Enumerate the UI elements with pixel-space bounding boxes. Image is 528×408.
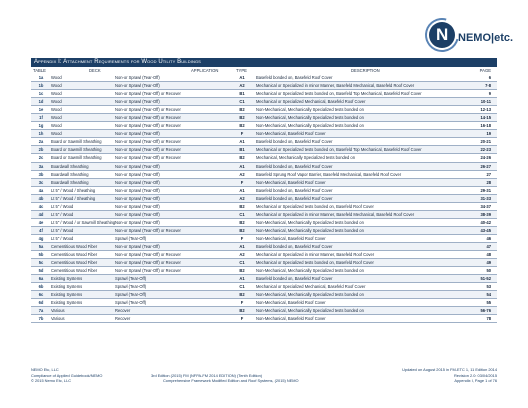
cell-description: Basefeld bonded on, Basefeld Roof Cover: [256, 187, 333, 193]
table-row: [31, 315, 497, 323]
table-row: [31, 291, 497, 299]
cell-page: 50: [486, 268, 491, 274]
cell-description: Non-Mechanical, Basefeld Roof Cover: [256, 179, 326, 185]
cell-table: 4c: [38, 203, 44, 209]
cell-table: 1b: [38, 83, 44, 89]
footer-company: NEMO Etc, LLC: [31, 367, 59, 372]
cell-deck: Cementitious Wood Fiber: [51, 260, 98, 266]
cell-deck: Wood: [51, 115, 62, 121]
table-header: [31, 67, 497, 74]
cell-type: B2: [239, 219, 245, 225]
table-row: [31, 106, 497, 114]
cell-description: Mechanical or Specialized tests bonded on, Basefeld Roof Cover: [256, 203, 374, 209]
cell-deck: Wood: [51, 83, 62, 89]
cell-page: 53: [486, 284, 491, 290]
cell-type: B1: [239, 147, 245, 153]
cell-page: 56-76: [480, 308, 491, 314]
cell-description: Basefeld bonded on, Basefeld Roof Cover: [256, 276, 333, 282]
cell-application: Non-or Sprawl (Tear-Off): [115, 195, 160, 201]
cell-application: Sprawl (Tear-Off): [115, 235, 147, 241]
logo-text: NEMO|etc.: [458, 32, 514, 44]
cell-table: 6d: [38, 300, 44, 306]
header-application: APPLICATION: [191, 68, 219, 73]
cell-description: Basefeld bonded on, Basefeld Roof Cover: [256, 75, 333, 80]
cell-application: Non-or Sprawl (Tear-Off) or Recover: [115, 107, 181, 113]
cell-deck: Lt 5" / Wood: [51, 203, 74, 209]
cell-page: 24-26: [480, 155, 491, 161]
cell-page: 38-39: [480, 211, 491, 217]
footer-framework: Comprehensive Framework Modified Edition and Roof Systems, (2015) NEMO: [163, 378, 299, 383]
cell-deck: Various: [51, 308, 65, 314]
cell-deck: Lt 5" / Wood: [51, 235, 74, 241]
cell-table: 2a: [38, 139, 44, 145]
cell-page: 28: [486, 179, 491, 185]
cell-table: 6a: [38, 276, 44, 282]
cell-page: 20-21: [480, 139, 491, 145]
cell-application: Non-or Sprawl (Tear-Off): [115, 211, 160, 217]
header-description: DESCRIPTION: [351, 68, 380, 73]
cell-page: 26-27: [480, 163, 491, 169]
cell-deck: Wood: [51, 123, 62, 129]
table-row: [31, 259, 497, 267]
footer-revision: Revision 2.0: 03/04/2015: [453, 372, 497, 378]
cell-deck: Existing Systems: [51, 276, 83, 282]
footer-copyright: © 2015 Nemo Etc, LLC: [31, 378, 72, 383]
cell-deck: Board or Sawmill Sheathing: [51, 147, 102, 153]
table-row: [31, 211, 497, 219]
cell-table: 7b: [38, 316, 44, 322]
cell-table: 4g: [38, 235, 44, 241]
table-row: [31, 130, 497, 138]
cell-page: 78: [486, 316, 491, 322]
cell-deck: Board or Sawmill Sheathing: [51, 139, 102, 145]
cell-description: Non-Mechanical, Basefeld Roof Cover: [256, 235, 326, 241]
table-row: [31, 122, 497, 130]
cell-application: Non-or Sprawl (Tear-Off) or Recover: [115, 227, 181, 233]
cell-deck: Existing Systems: [51, 300, 83, 306]
cell-deck: Wood: [51, 131, 62, 137]
table-row: [31, 275, 497, 283]
header-page: PAGE: [479, 68, 491, 73]
cell-type: B2: [239, 155, 245, 161]
cell-description: Mechanical or Specialized in minor Manner, Basefeld Mechanical, Basefeld Roof Cover: [256, 211, 415, 217]
cell-deck: Lt 5" / Wood / Sheathing: [51, 187, 96, 193]
cell-application: Non-or Sprawl (Tear-Off): [115, 203, 160, 209]
cell-table: 3b: [38, 171, 44, 177]
cell-application: Non-or Sprawl (Tear-Off) or Recover: [115, 147, 181, 153]
cell-deck: Lt 5" / Wood: [51, 211, 74, 217]
cell-type: A1: [239, 276, 245, 282]
cell-deck: Wood: [51, 91, 62, 97]
attachment-table: [31, 74, 497, 323]
table-row: [31, 82, 497, 90]
header-table: TABLE: [33, 68, 46, 73]
cell-deck: Wood: [51, 99, 62, 105]
cell-description: Non-Mechanical, Mechanically Specialized tests bonded on: [256, 292, 364, 298]
table-row: [31, 243, 497, 251]
table-row: [31, 219, 497, 227]
cell-description: Basefeld bonded on, Basefeld Roof Cover: [256, 243, 333, 249]
table-row: [31, 138, 497, 146]
cell-application: Non-or Sprawl (Tear-Off) or Recover: [115, 260, 181, 266]
cell-table: 4e: [38, 219, 44, 225]
table-row: [31, 187, 497, 195]
cell-description: Non-Mechanical, Basefeld Roof Cover: [256, 131, 326, 137]
cell-table: 2c: [38, 155, 44, 161]
cell-table: 5a: [38, 243, 44, 249]
footer-compliance: Compliance of Applied Guidebook/NEMO: [31, 372, 103, 378]
cell-page: 47: [486, 243, 491, 249]
cell-description: Non-Mechanical, Mechanically Specialized tests bonded on: [256, 107, 364, 113]
table-row: [31, 307, 497, 315]
cell-type: F: [240, 179, 244, 185]
cell-table: 5c: [38, 260, 44, 266]
cell-table: 1f: [39, 115, 43, 121]
cell-application: Sprawl (Tear-Off): [115, 292, 147, 298]
table-row: [31, 267, 497, 275]
cell-page: 6: [488, 75, 491, 80]
cell-application: Non-or Sprawl (Tear-Off): [115, 243, 160, 249]
cell-type: A1: [239, 243, 245, 249]
cell-type: A1: [239, 139, 245, 145]
table-row: [31, 179, 497, 187]
cell-type: B2: [239, 115, 245, 121]
cell-type: C1: [239, 99, 245, 105]
appendix-title: Appendix I: Attachment Requirements for Wood Utility Buildings: [31, 58, 497, 67]
cell-type: C1: [239, 260, 245, 266]
cell-type: A2: [239, 171, 245, 177]
cell-table: 1a: [38, 75, 44, 80]
cell-type: F: [240, 131, 244, 137]
cell-description: Basefeld Sprung Roof Vapor Barrier, Basefeld Mechanical, Basefeld Roof Cover: [256, 171, 402, 177]
table-row: [31, 90, 497, 98]
cell-type: B2: [239, 123, 245, 129]
cell-description: Mechanical or Specialized tests bonded on, Basefeld Roof Cover: [256, 260, 374, 266]
cell-page: 12-13: [480, 107, 491, 113]
cell-page: 49: [486, 260, 491, 266]
cell-table: 5b: [38, 252, 44, 258]
cell-application: Non-or Sprawl (Tear-Off) or Recover: [115, 91, 181, 97]
cell-table: 1e: [38, 107, 44, 113]
cell-application: Sprawl (Tear-Off): [115, 300, 147, 306]
table-row: [31, 114, 497, 122]
cell-deck: Board or Sawmill Sheathing: [51, 155, 102, 161]
cell-application: Non-or Sprawl (Tear-Off): [115, 179, 160, 185]
cell-page: 43-45: [480, 227, 491, 233]
cell-type: B2: [239, 203, 245, 209]
cell-deck: Cementitious Wood Fiber: [51, 252, 98, 258]
cell-page: 16-18: [480, 123, 491, 129]
cell-type: B2: [239, 107, 245, 113]
cell-type: A1: [239, 75, 245, 80]
cell-type: F: [240, 300, 244, 306]
cell-description: Non-Mechanical, Mechanically Specialized tests bonded on: [256, 115, 364, 121]
table-row: [31, 98, 497, 106]
cell-type: A2: [239, 252, 245, 258]
table-row: [31, 227, 497, 235]
cell-application: Recover: [115, 308, 131, 314]
cell-page: 27: [486, 171, 491, 177]
cell-table: 3a: [38, 163, 44, 169]
table-row: [31, 235, 497, 243]
footer-page-number: Appendix I, Page 1 of 76: [454, 378, 497, 383]
cell-application: Non-or Sprawl (Tear-Off): [115, 171, 160, 177]
cell-application: Sprawl (Tear-Off): [115, 284, 147, 290]
cell-page: 51-52: [480, 276, 491, 282]
cell-page: 54: [486, 292, 491, 298]
cell-type: B2: [239, 268, 245, 274]
table-row: [31, 195, 497, 203]
footer-edition: 3rd Edition (2015) FM (NFPA-FM 2014 EDITION) (Tenth Edition): [151, 372, 263, 378]
cell-page: 19: [486, 131, 491, 137]
table-row: [31, 171, 497, 179]
cell-deck: Lt 5" / Wood / or Sawmill Sheathing: [51, 219, 116, 225]
cell-page: 14-15: [480, 115, 491, 121]
header-type: TYPE: [236, 68, 247, 73]
cell-table: 1d: [38, 99, 44, 105]
cell-type: F: [240, 235, 244, 241]
cell-table: 3c: [38, 179, 44, 185]
cell-table: 6b: [38, 284, 44, 290]
cell-page: 55: [486, 300, 491, 306]
cell-type: A2: [239, 195, 245, 201]
cell-description: Non-Mechanical, Mechanically Specialized tests bonded on: [256, 123, 364, 129]
table-row: [31, 146, 497, 154]
cell-application: Non-or Sprawl (Tear-Off) or Recover: [115, 155, 181, 161]
cell-description: Basefeld bonded on, Basefeld Roof Cover: [256, 163, 333, 169]
cell-application: Non-or Sprawl (Tear-Off) or Recover: [115, 139, 181, 145]
cell-table: 6c: [38, 292, 44, 298]
cell-deck: Cementitious Wood Fiber: [51, 243, 98, 249]
cell-table: 4b: [38, 195, 44, 201]
cell-application: Non-or Sprawl (Tear-Off) or Recover: [115, 115, 181, 121]
cell-type: C1: [239, 211, 245, 217]
cell-page: 7-8: [485, 83, 491, 89]
cell-description: Mechanical or Specialized Mechanical, Basefeld Roof Cover: [256, 99, 366, 105]
cell-application: Non-or Sprawl (Tear-Off): [115, 187, 160, 193]
cell-type: A1: [239, 163, 245, 169]
cell-table: 4d: [38, 211, 44, 217]
cell-application: Non-or Sprawl (Tear-Off) or Recover: [115, 123, 181, 129]
cell-application: Recover: [115, 316, 131, 322]
cell-table: 5d: [38, 268, 44, 274]
cell-description: Basefeld bonded on, Basefeld Roof Cover: [256, 195, 333, 201]
cell-description: Mechanical or Specialized in minor Manner, Basefeld Roof Cover: [256, 252, 375, 258]
cell-deck: Existing Systems: [51, 292, 83, 298]
cell-deck: Wood: [51, 107, 62, 113]
cell-description: Non-Mechanical, Mechanically Specialized tests bonded on: [256, 227, 364, 233]
cell-page: 29-31: [480, 187, 491, 193]
cell-deck: Cementitious Wood Fiber: [51, 268, 98, 274]
cell-application: Non-or Sprawl (Tear-Off): [115, 219, 160, 225]
cell-description: Mechanical, Mechanically Specialized tests bonded on: [256, 155, 355, 161]
cell-description: Mechanical or Specialized in minor Manner, Basefeld Mechanical, Basefeld Roof Cover: [256, 83, 415, 89]
table-row: [31, 163, 497, 171]
cell-application: Non-or Sprawl (Tear-Off): [115, 75, 160, 80]
cell-application: Non-or Sprawl (Tear-Off) or Recover: [115, 252, 181, 258]
cell-table: 4a: [38, 187, 44, 193]
cell-type: F: [240, 316, 244, 322]
cell-table: 7a: [38, 308, 44, 314]
cell-type: B2: [239, 292, 245, 298]
logo-mark: N: [436, 25, 449, 44]
cell-type: C1: [239, 284, 245, 290]
cell-deck: Boardwall Sheathing: [51, 179, 89, 185]
cell-table: 1h: [38, 131, 44, 137]
cell-deck: Boardwall Sheathing: [51, 171, 89, 177]
page-footer: [31, 367, 497, 387]
table-row: [31, 251, 497, 259]
cell-type: B2: [239, 308, 245, 314]
cell-application: Non-or Sprawl (Tear-Off): [115, 131, 160, 137]
cell-page: 48: [486, 252, 491, 258]
cell-description: Non-Mechanical, Basefeld Roof Cover: [256, 300, 326, 306]
footer-updated: Updated on August 2015 in FM-ETC 1, 11 Edition 2014: [402, 367, 497, 372]
cell-page: 10-11: [480, 99, 491, 105]
cell-page: 9: [488, 91, 491, 97]
cell-table: 2b: [38, 147, 44, 153]
cell-description: Mechanical or Specialized tests bonded on, Basefeld Top Mechanical, Basefeld Roof Cover: [256, 147, 422, 153]
cell-table: 1g: [38, 123, 44, 129]
cell-description: Non-Mechanical, Mechanically Specialized tests bonded on: [256, 308, 364, 314]
cell-table: 1c: [38, 91, 44, 97]
cell-deck: Lt 5" / Wood: [51, 227, 74, 233]
cell-table: 4f: [39, 227, 43, 233]
header-deck: DECK: [89, 68, 101, 73]
cell-type: B1: [239, 91, 245, 97]
cell-description: Mechanical or Specialized tests bonded on, Basefeld Top Mechanical, Basefeld Roof Cover: [256, 91, 422, 97]
cell-description: Non-Mechanical, Mechanically Specialized tests bonded on: [256, 268, 364, 274]
cell-application: Non-or Sprawl (Tear-Off): [115, 99, 160, 105]
cell-page: 40-42: [480, 219, 491, 225]
cell-application: Non-or Sprawl (Tear-Off): [115, 83, 160, 89]
cell-type: A1: [239, 187, 245, 193]
cell-deck: Existing Systems: [51, 284, 83, 290]
cell-description: Mechanical or Specialized Mechanical, Basefeld Roof Cover: [256, 284, 366, 290]
cell-page: 31-33: [480, 195, 491, 201]
cell-page: 34-37: [480, 203, 491, 209]
table-row: [31, 154, 497, 162]
cell-description: Non-Mechanical, Mechanically Specialized tests bonded on: [256, 219, 364, 225]
cell-type: A2: [239, 83, 245, 89]
cell-deck: Lt 5" / Wood / Sheathing: [51, 195, 96, 201]
cell-description: Non-Mechanical, Basefeld Roof Cover: [256, 316, 326, 322]
cell-description: Basefeld bonded on, Basefeld Roof Cover: [256, 139, 333, 145]
cell-deck: Various: [51, 316, 65, 322]
cell-application: Non-or Sprawl (Tear-Off): [115, 163, 160, 169]
cell-type: B2: [239, 227, 245, 233]
cell-deck: Wood: [51, 75, 62, 80]
table-row: [31, 299, 497, 307]
cell-page: 22-23: [480, 147, 491, 153]
table-row: [31, 283, 497, 291]
cell-application: Non-or Sprawl (Tear-Off) or Recover: [115, 268, 181, 274]
table-row: [31, 74, 497, 82]
cell-application: Sprawl (Tear-Off): [115, 276, 147, 282]
cell-deck: Boardwall Sheathing: [51, 163, 89, 169]
table-row: [31, 203, 497, 211]
cell-page: 46: [486, 235, 491, 241]
